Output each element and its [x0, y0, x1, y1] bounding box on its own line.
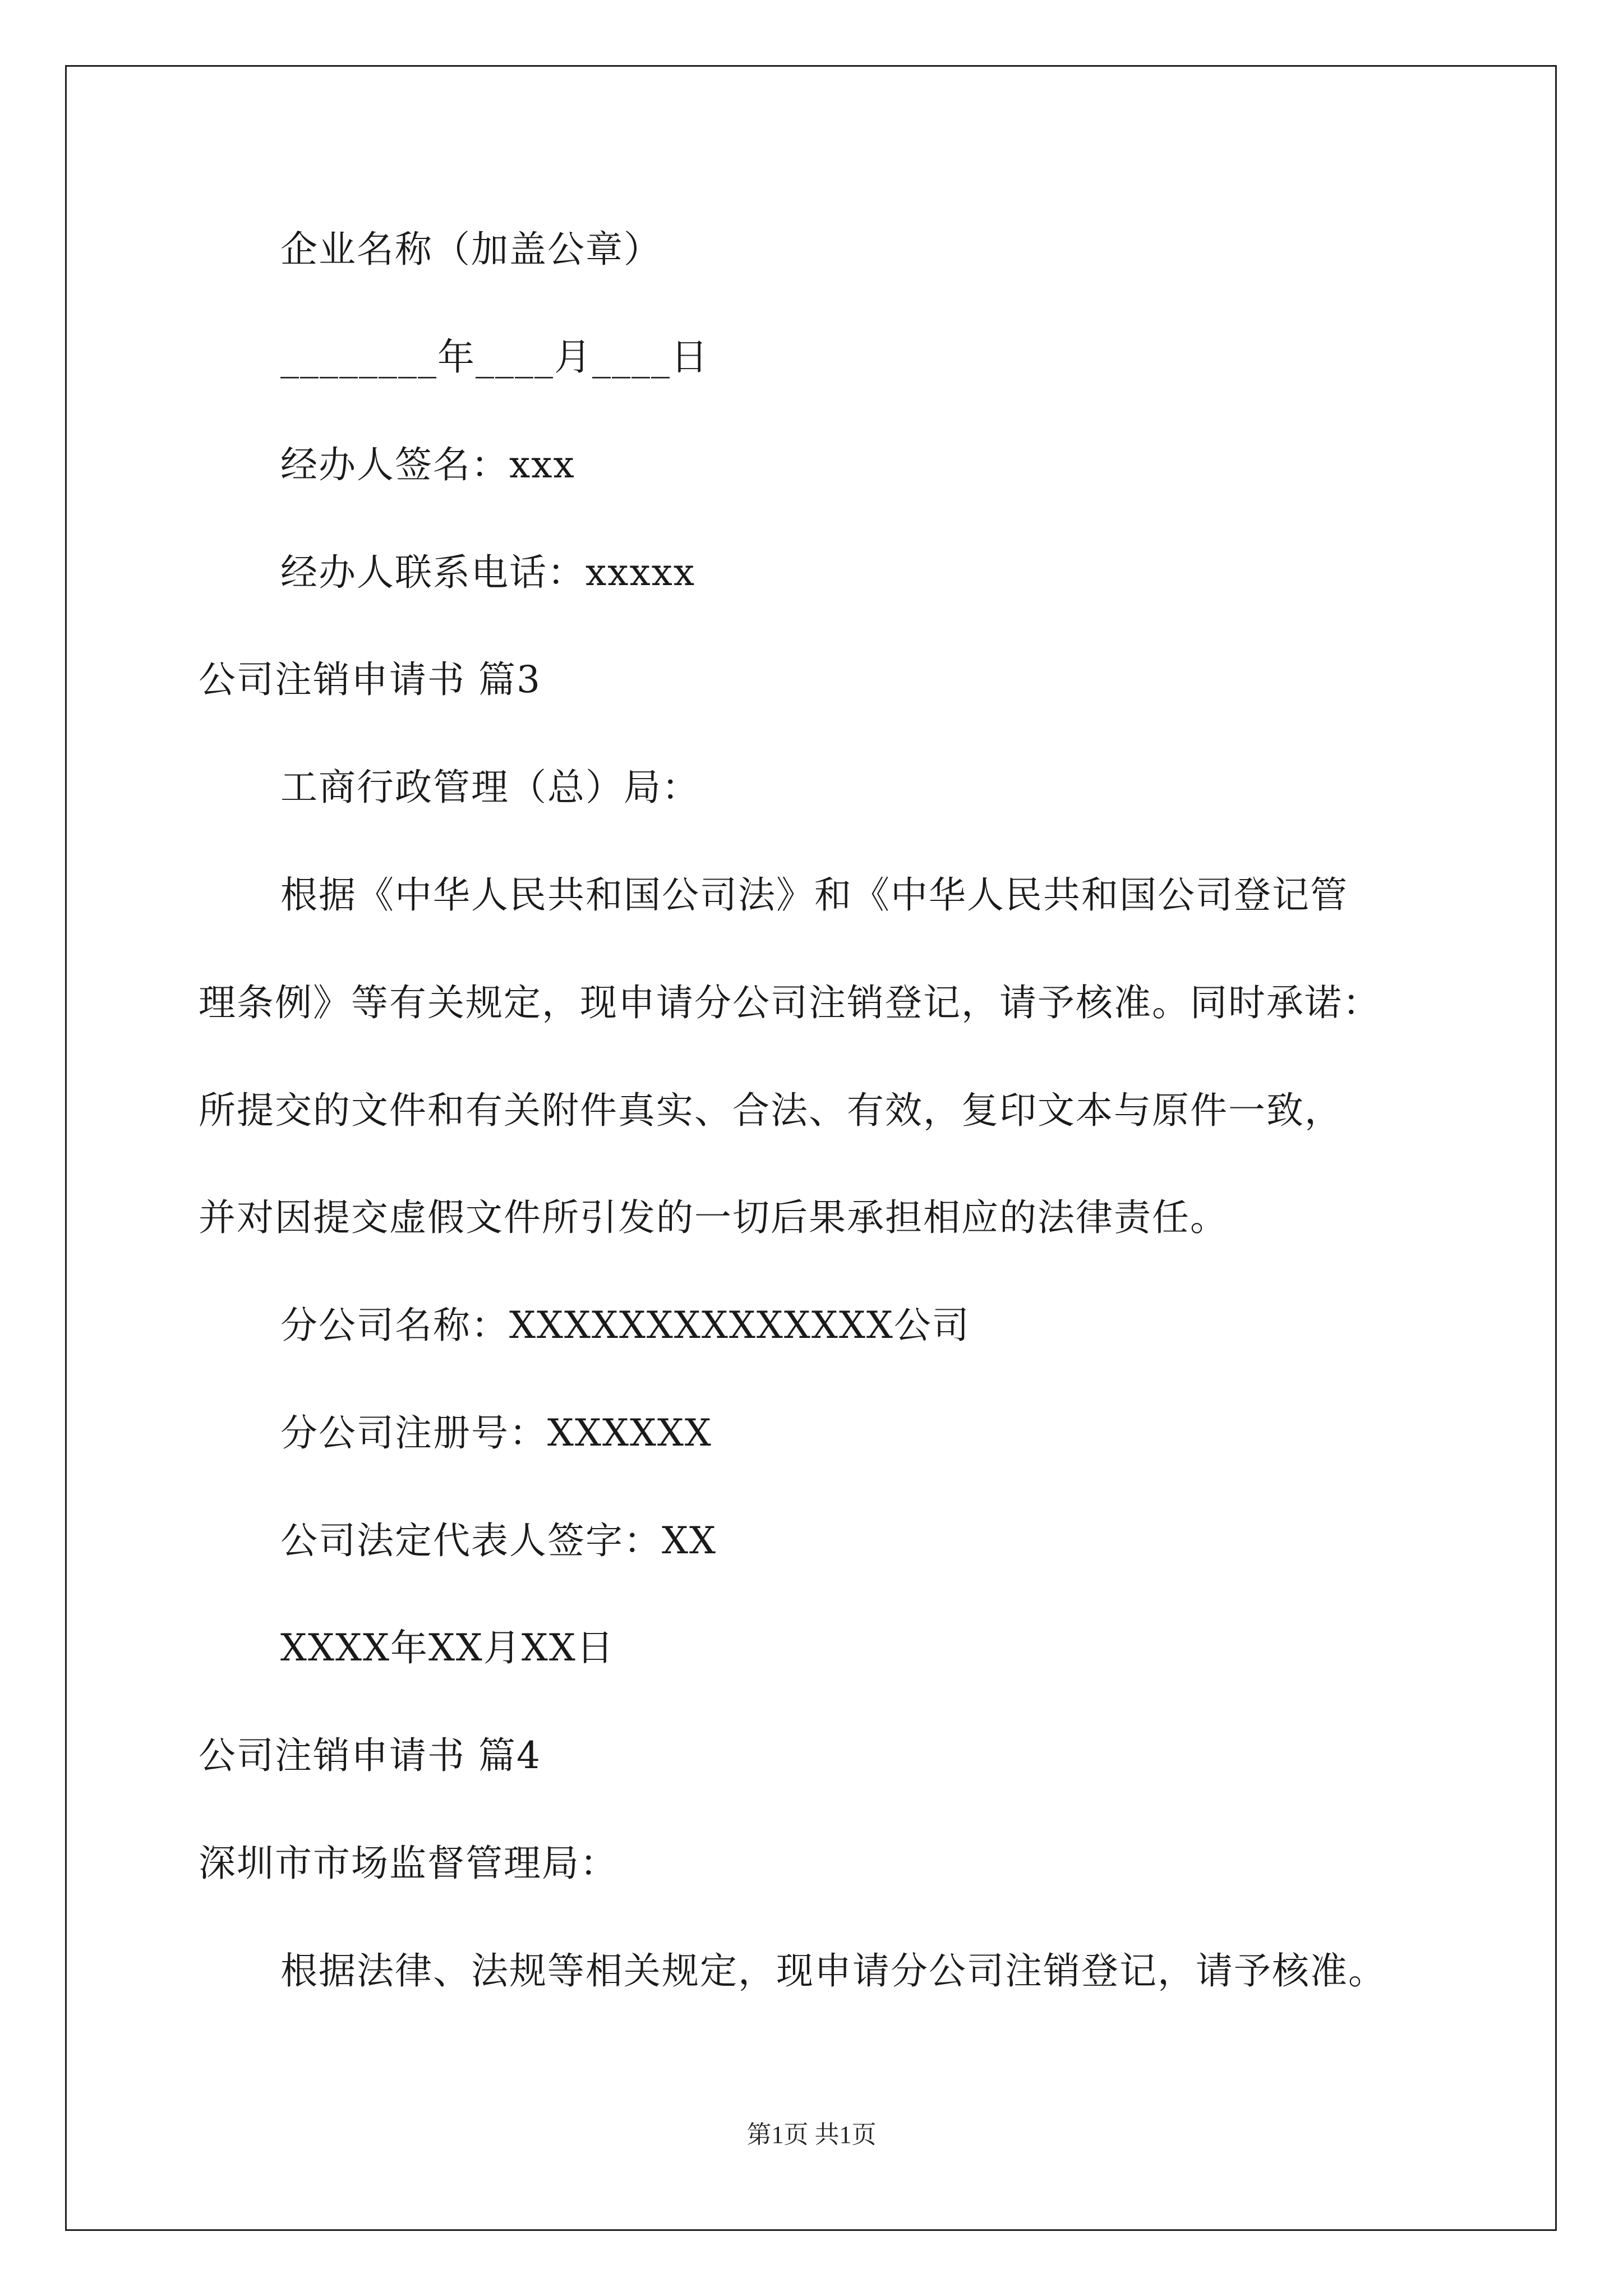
paragraph-line: 并对因提交虚假文件所引发的一切后果承担相应的法律责任。 — [199, 1196, 1228, 1239]
page-footer: 第1页 共1页 — [746, 2121, 877, 2148]
section-heading-4: 公司注销申请书 篇4 — [199, 1734, 541, 1777]
date-line-3: XXXX年XX月XX日 — [280, 1626, 615, 1669]
addressee-line-3: 工商行政管理（总）局： — [280, 766, 700, 809]
branch-name-line: 分公司名称：XXXXXXXXXXXXXX公司 — [280, 1304, 970, 1347]
paragraph-line: 理条例》等有关规定，现申请分公司注销登记，请予核准。同时承诺： — [199, 981, 1381, 1024]
page-border — [65, 65, 1557, 2231]
company-seal-line: 企业名称（加盖公章） — [280, 228, 662, 271]
legal-rep-signature-line: 公司法定代表人签字：XX — [280, 1519, 717, 1562]
agent-phone-line: 经办人联系电话：xxxxx — [280, 551, 696, 594]
branch-reg-no-line: 分公司注册号：XXXXXX — [280, 1411, 712, 1455]
agent-signature-line: 经办人签名：xxx — [280, 443, 575, 486]
paragraph-line: 根据《中华人民共和国公司法》和《中华人民共和国公司登记管 — [280, 873, 1348, 917]
section-heading-3: 公司注销申请书 篇3 — [199, 658, 541, 701]
paragraph-line: 根据法律、法规等相关规定，现申请分公司注销登记，请予核准。 — [280, 1949, 1386, 1993]
addressee-line-4: 深圳市市场监督管理局： — [199, 1842, 618, 1885]
paragraph-line: 所提交的文件和有关附件真实、合法、有效，复印文本与原件一致， — [199, 1089, 1343, 1132]
date-blank-line: ________年____月____日 — [280, 335, 709, 379]
